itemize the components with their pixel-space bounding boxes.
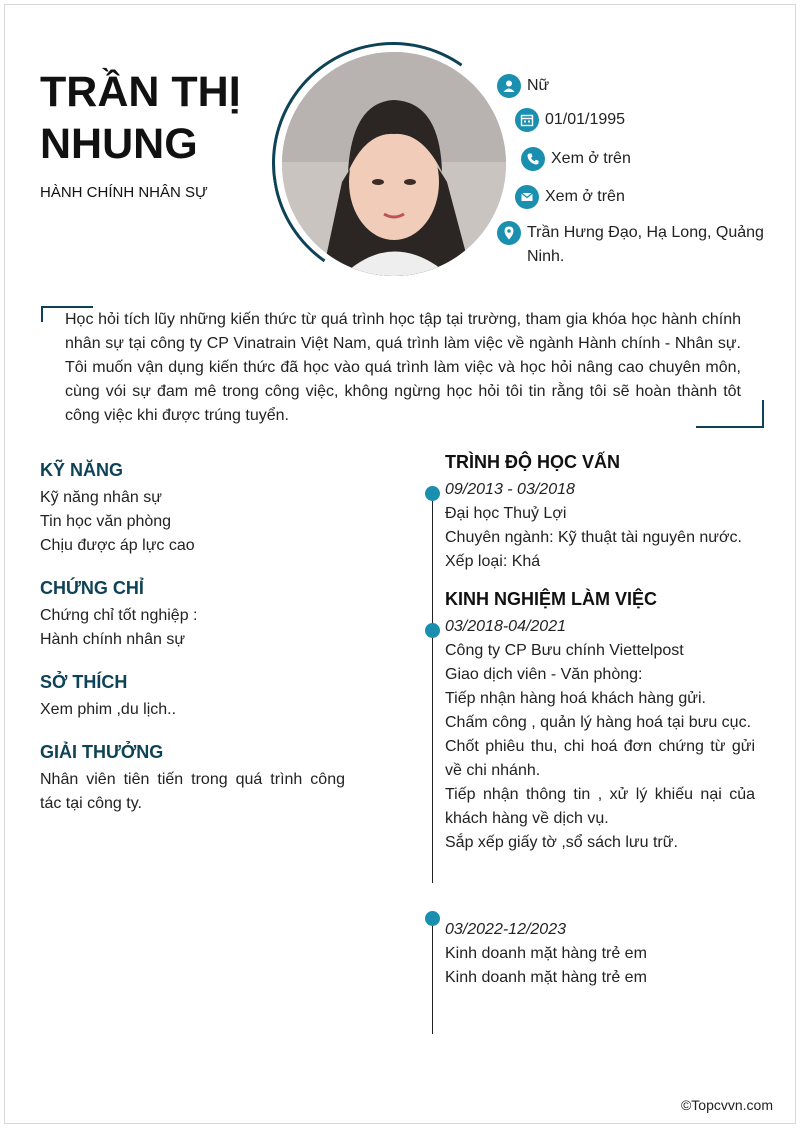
contact-phone (521, 147, 631, 171)
map-pin-icon (497, 221, 521, 245)
job-line: Tiếp nhận hàng hoá khách hàng gửi. (445, 690, 706, 707)
contact-email (515, 185, 625, 209)
job-line: Kinh doanh mặt hàng trẻ em (445, 945, 647, 962)
skill-item: Chịu được áp lực cao (40, 537, 195, 554)
skill-item: Tin học văn phòng (40, 513, 172, 530)
job-title: HÀNH CHÍNH NHÂN SỰ (40, 184, 208, 201)
awards-heading: GIẢI THƯỞNG (40, 742, 164, 762)
footer-watermark: ©Topcvvn.com (680, 1097, 773, 1113)
education-heading: TRÌNH ĐỘ HỌC VẤN (445, 452, 620, 472)
phone-text: Xem ở trên (551, 150, 631, 167)
job-line: Tiếp nhận thông tin , xử lý khiếu nại của khách hàng về dịch vụ. (445, 786, 755, 827)
awards-section (40, 740, 345, 816)
job-line: Chấm công , quản lý hàng hoá tại bưu cục. (445, 714, 752, 731)
education-section (445, 450, 755, 574)
experience-section (445, 587, 755, 855)
address-text: Trần Hưng Đạo, Hạ Long, Quảng Ninh. (527, 224, 764, 265)
hobby-item: Xem phim ,du lịch.. (40, 701, 177, 718)
job-date: 03/2018-04/2021 (445, 618, 566, 635)
timeline-dot (425, 486, 440, 501)
name-line-1: TRẦN THỊ (40, 68, 241, 116)
certificates-heading: CHỨNG CHỈ (40, 578, 144, 598)
calendar-icon (515, 108, 539, 132)
name-line-2: NHUNG (40, 120, 198, 168)
summary-bracket-bottom (696, 400, 764, 428)
user-icon (497, 74, 521, 98)
education-date: 09/2013 - 03/2018 (445, 481, 575, 498)
contact-gender (497, 74, 549, 98)
award-text: Nhân viên tiên tiến trong quá trình công tác tại công ty. (40, 771, 345, 812)
left-column (40, 458, 345, 834)
job-line: Sắp xếp giấy tờ ,sổ sách lưu trữ. (445, 834, 678, 851)
profile-photo (282, 52, 506, 276)
certificate-item: Hành chính nhân sự (40, 631, 186, 648)
phone-icon (521, 147, 545, 171)
skills-heading: KỸ NĂNG (40, 460, 124, 480)
job-line: Chốt phiêu thu, chi hoá đơn chứng từ gửi về chi nhánh. (445, 738, 755, 779)
email-icon (515, 185, 539, 209)
email-text: Xem ở trên (545, 188, 625, 205)
skill-item: Kỹ năng nhân sự (40, 489, 162, 506)
timeline-line (432, 918, 433, 1034)
gender-text: Nữ (527, 77, 550, 94)
job-line: Công ty CP Bưu chính Viettelpost (445, 642, 684, 659)
certificate-item: Chứng chỉ tốt nghiệp : (40, 607, 198, 624)
timeline-line (432, 493, 433, 883)
hobbies-heading: SỞ THÍCH (40, 672, 128, 692)
candidate-name (40, 66, 280, 170)
contact-birthday (515, 108, 625, 132)
education-line: Chuyên ngành: Kỹ thuật tài nguyên nước. (445, 529, 742, 546)
timeline-dot (425, 911, 440, 926)
contact-address (497, 221, 767, 269)
birthday-text: 01/01/1995 (545, 111, 626, 128)
certificates-section (40, 576, 345, 652)
timeline-dot (425, 623, 440, 638)
job-line: Kinh doanh mặt hàng trẻ em (445, 969, 647, 986)
education-line: Xếp loại: Khá (445, 553, 541, 570)
education-line: Đại học Thuỷ Lợi (445, 505, 567, 522)
career-summary: Học hỏi tích lũy những kiến thức từ quá trình học tập tại trường, tham gia khóa học hành chính nhân sự tại công ty CP Vinatrain Việt Nam, quá trình làm việc về ngành Hành chính - Nhân sự. Tôi muốn vận dụng kiến thức đã học vào quá trình làm việc và học hỏi nâng cao chuyên môn, cùng vói sự đam mê trong công việc, không ngừng học hỏi tôi tin rằng tôi sẽ hoàn thành tôt công việc khi được trúng tuyển. (65, 311, 741, 424)
hobbies-section (40, 670, 345, 722)
skills-section (40, 458, 345, 558)
job-line: Giao dịch viên - Văn phòng: (445, 666, 643, 683)
experience-heading: KINH NGHIỆM LÀM VIỆC (445, 589, 658, 609)
experience-entry-2 (445, 918, 755, 990)
job-date: 03/2022-12/2023 (445, 921, 566, 938)
